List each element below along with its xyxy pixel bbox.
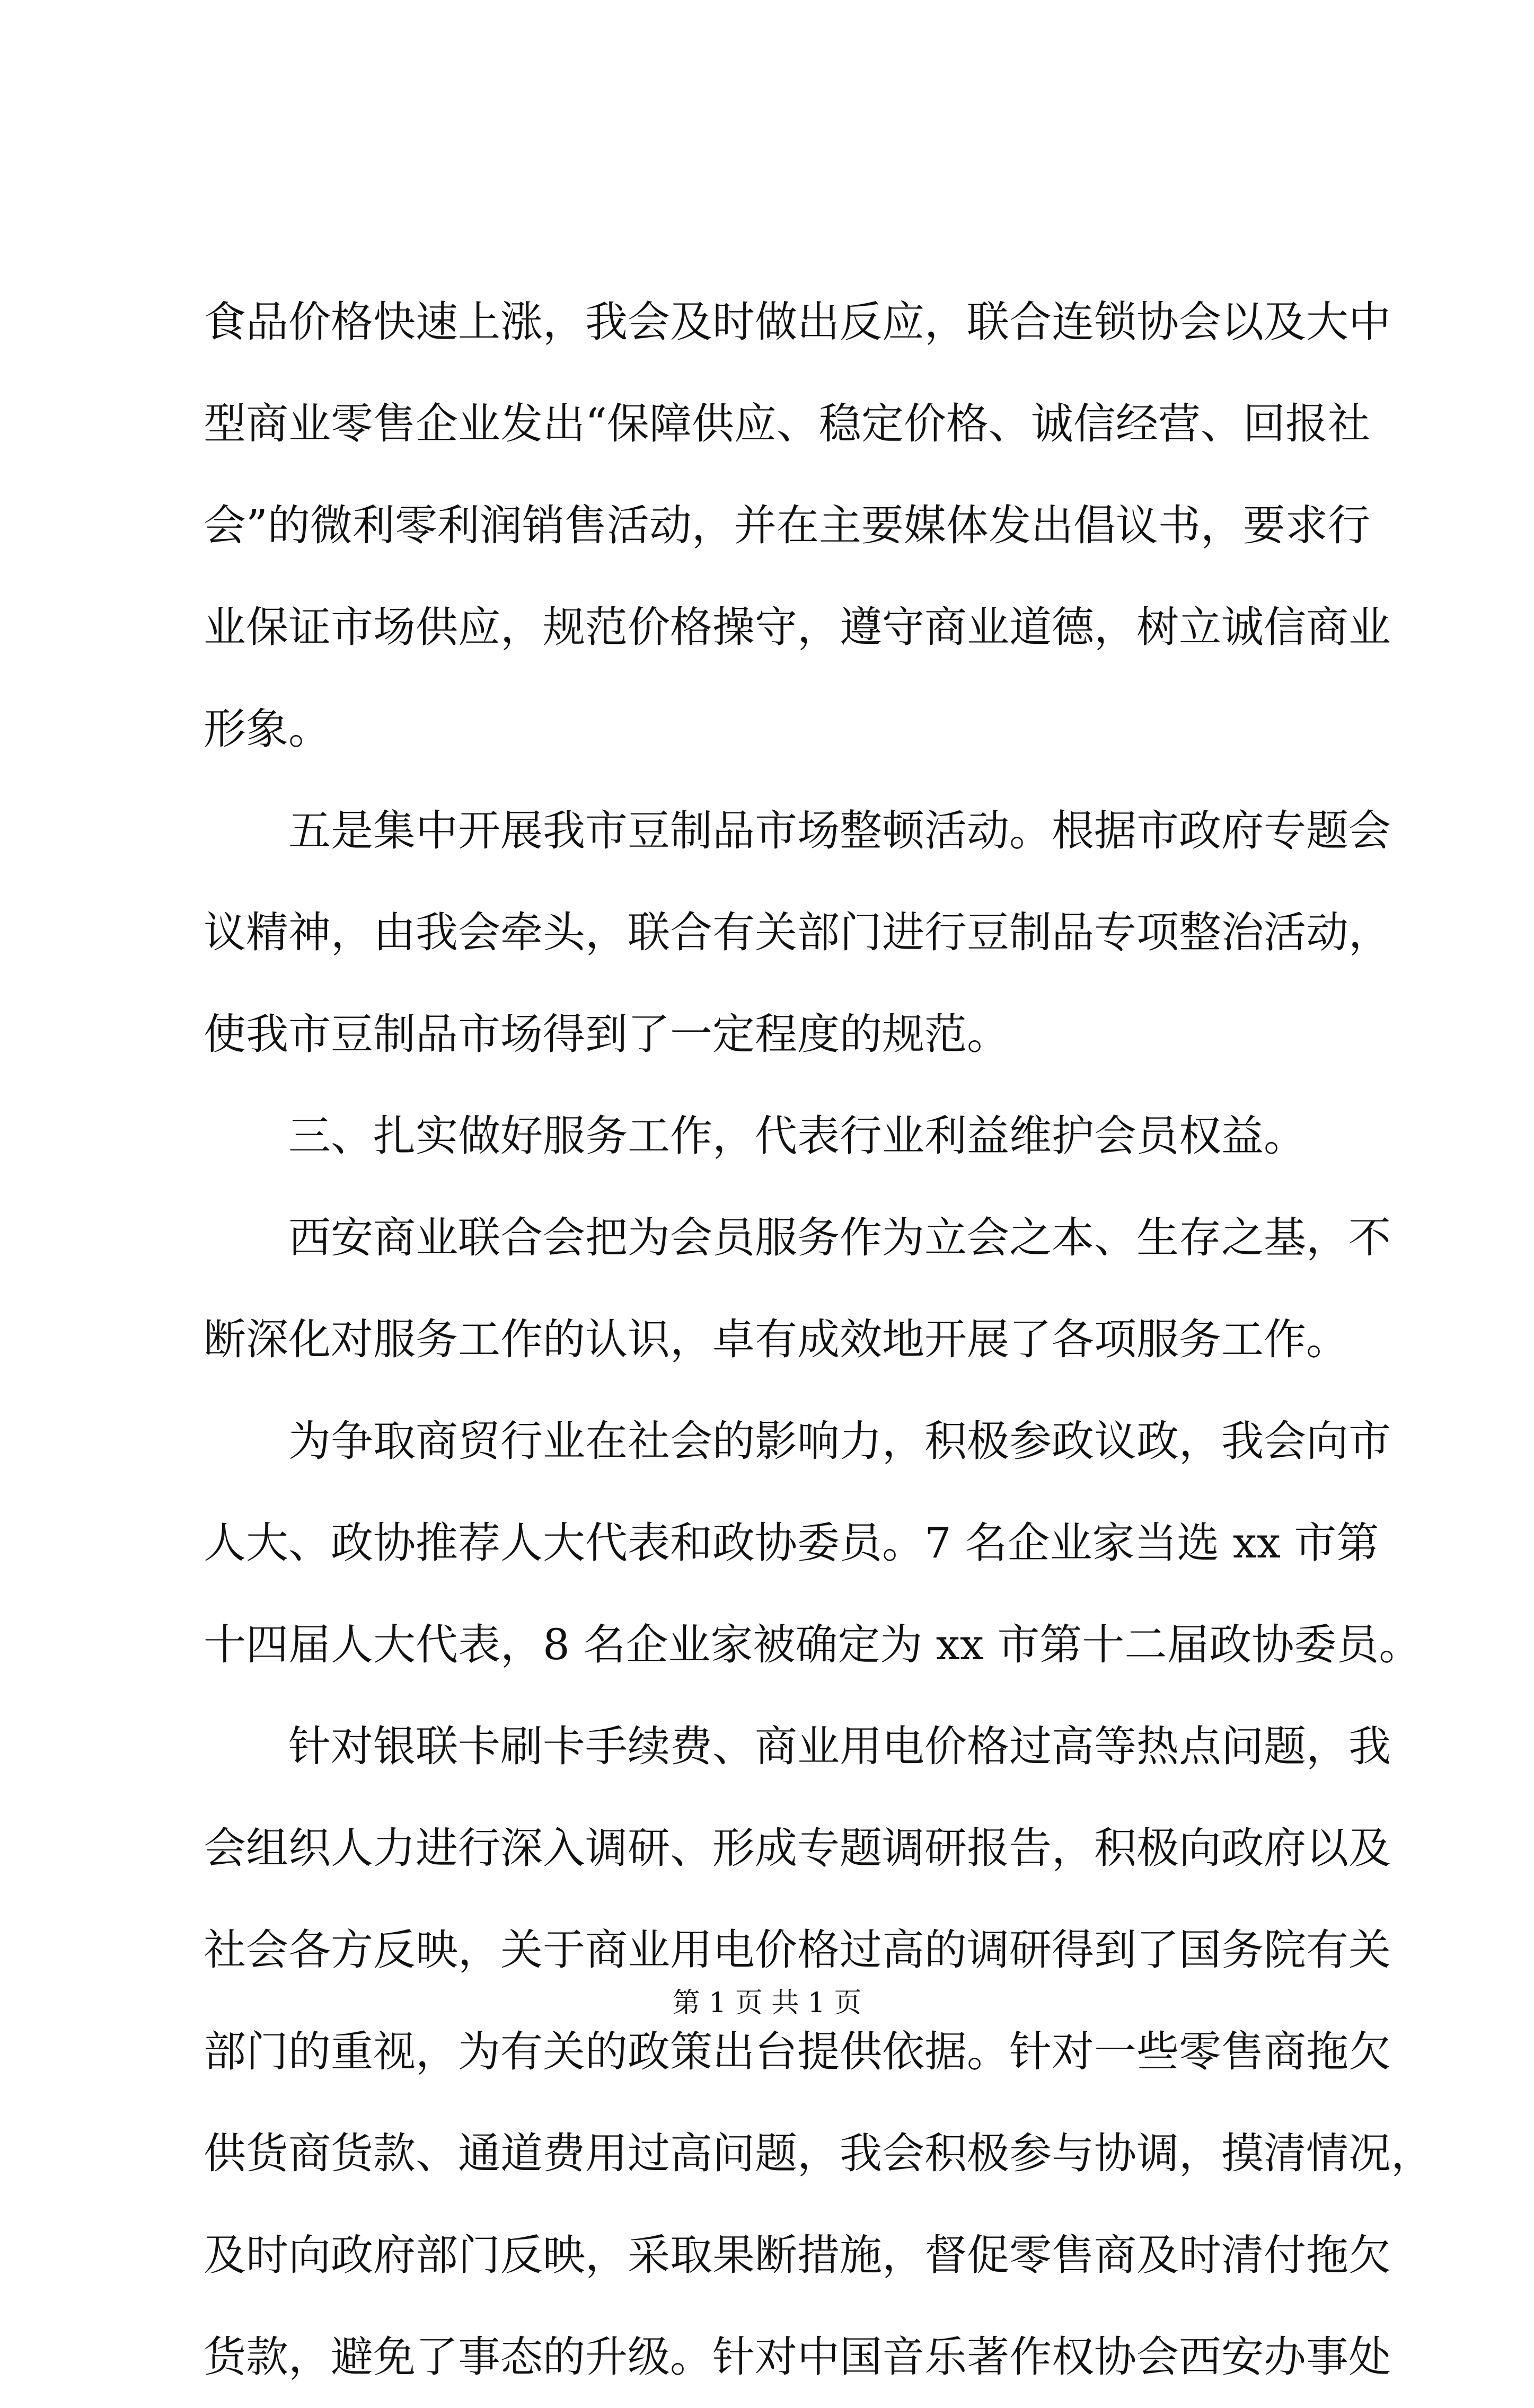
text-line: 十四届人大代表，8 名企业家被确定为 xx 市第十二届政协委员。: [204, 1620, 1422, 1669]
text-line: 针对银联卡刷卡手续费、商业用电价格过高等热点问题，我: [204, 1722, 1391, 1771]
page-footer: [0, 1982, 1534, 2024]
text-line: 货款，避免了事态的升级。针对中国音乐著作权协会西安办事处: [204, 2332, 1391, 2382]
text-line: 会组织人力进行深入调研、形成专题调研报告，积极向政府以及: [204, 1823, 1391, 1873]
text-line: 议精神，由我会牵头，联合有关部门进行豆制品专项整治活动，: [204, 908, 1391, 957]
text-line: 型商业零售企业发出“保障供应、稳定价格、诚信经营、回报社: [204, 399, 1370, 448]
page-number: 第 1 页 共 1 页: [672, 1987, 862, 2019]
text-line: 形象。: [204, 704, 331, 754]
text-line: 部门的重视，为有关的政策出台提供依据。针对一些零售商拖欠: [204, 2027, 1391, 2076]
text-line: 五是集中开展我市豆制品市场整顿活动。根据市政府专题会: [204, 806, 1391, 855]
text-line: 社会各方反映，关于商业用电价格过高的调研得到了国务院有关: [204, 1925, 1391, 1975]
text-line: 人大、政协推荐人大代表和政协委员。7 名企业家当选 xx 市第: [204, 1518, 1379, 1568]
text-line: 使我市豆制品市场得到了一定程度的规范。: [204, 1010, 1009, 1059]
text-line: 及时向政府部门反映，采取果断措施，督促零售商及时清付拖欠: [204, 2230, 1391, 2280]
text-line: 会”的微利零利润销售活动，并在主要媒体发出倡议书，要求行: [204, 501, 1370, 550]
section-heading: 三、扎实做好服务工作，代表行业利益维护会员权益。: [204, 1111, 1306, 1161]
text-line: 供货商货款、通道费用过高问题，我会积极参与协调，摸清情况，: [204, 2129, 1433, 2178]
text-line: 西安商业联合会把为会员服务作为立会之本、生存之基，不: [204, 1213, 1391, 1262]
text-line: 为争取商贸行业在社会的影响力，积极参政议政，我会向市: [204, 1417, 1391, 1466]
text-line: 断深化对服务工作的认识，卓有成效地开展了各项服务工作。: [204, 1315, 1348, 1364]
text-line: 业保证市场供应，规范价格操守，遵守商业道德，树立诚信商业: [204, 603, 1391, 652]
body-text: [204, 271, 1433, 2408]
text-line: 食品价格快速上涨，我会及时做出反应，联合连锁协会以及大中: [204, 297, 1391, 347]
